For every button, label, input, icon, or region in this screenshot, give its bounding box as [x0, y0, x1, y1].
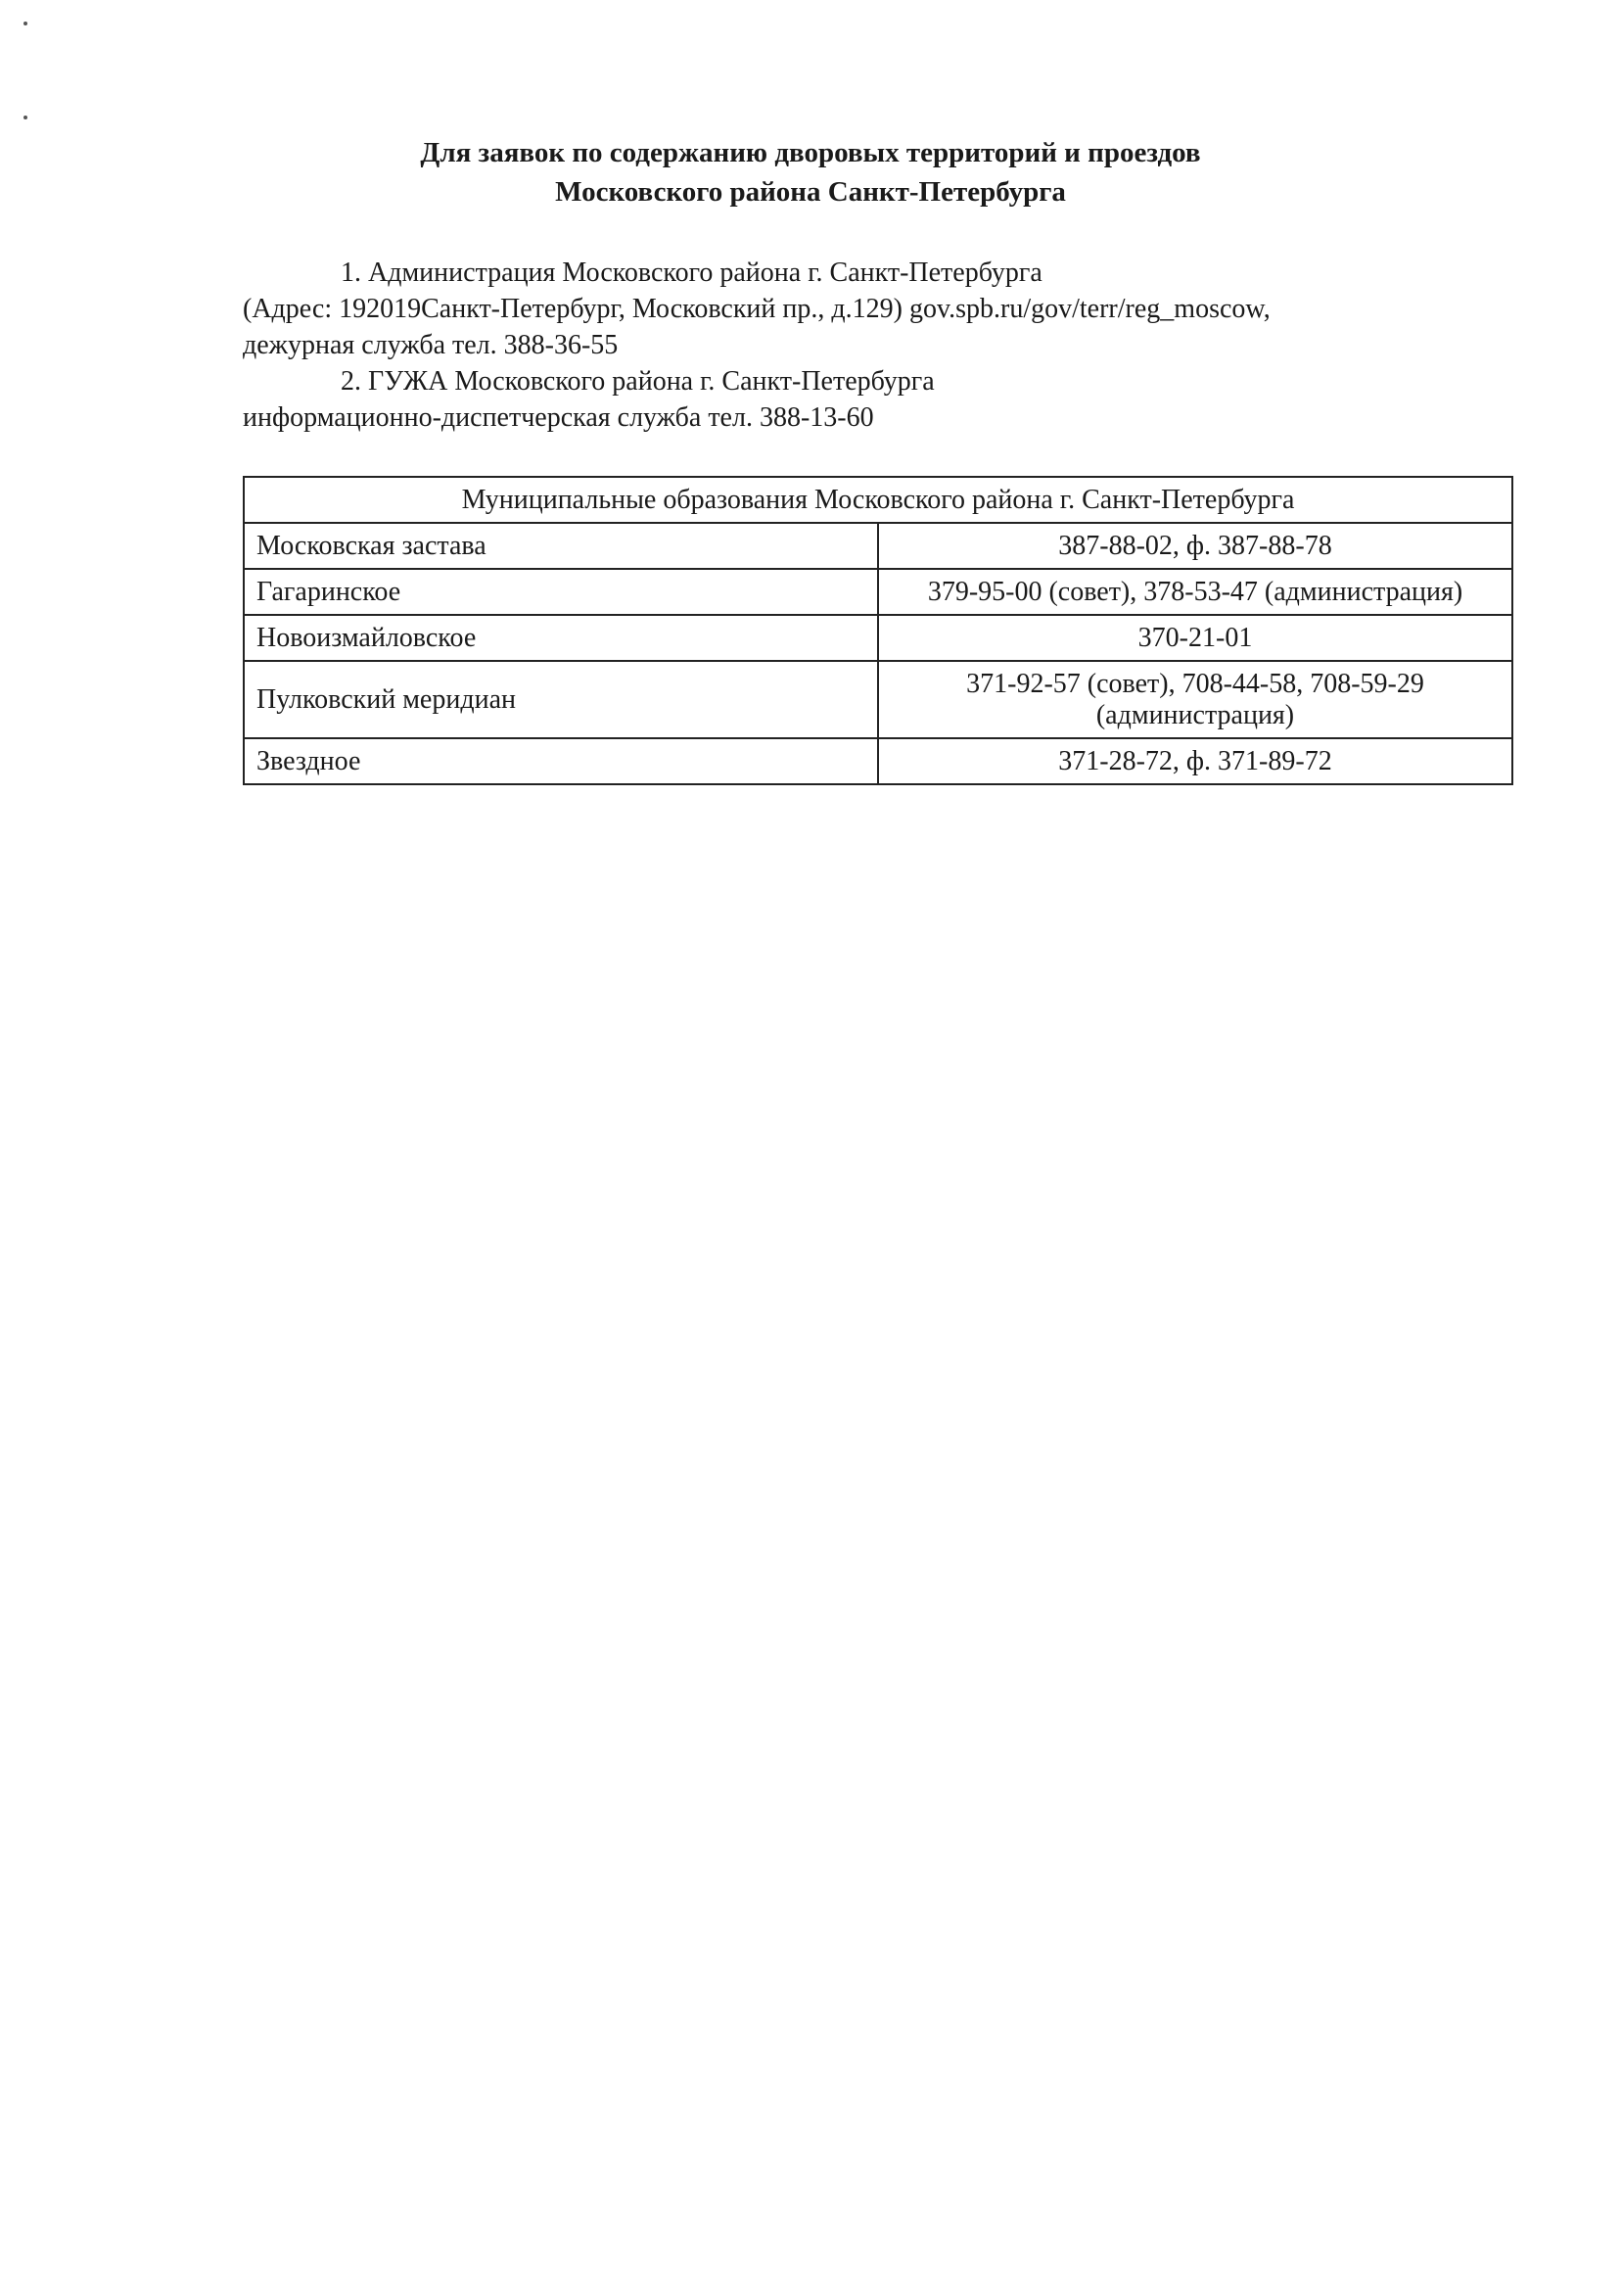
- table-row: [244, 569, 1512, 615]
- item2-phone: информационно-диспетчерская служба тел. 388-13-60: [243, 402, 874, 433]
- row-name: Пулковский меридиан: [244, 661, 878, 738]
- row-phone: 371-28-72, ф. 371-89-72: [878, 738, 1512, 784]
- row-name: Новоизмайловское: [244, 615, 878, 661]
- item1-phone: дежурная служба тел. 388-36-55: [243, 330, 619, 360]
- row-phone: 379-95-00 (совет), 378-53-47 (администрация): [878, 569, 1512, 615]
- title-line-2: Московского района Санкт-Петербурга: [555, 176, 1066, 208]
- row-name: Гагаринское: [244, 569, 878, 615]
- table-row: [244, 523, 1512, 569]
- row-phone: 370-21-01: [878, 615, 1512, 661]
- item1-heading: 1. Администрация Московского района г. Санкт-Петербурга: [341, 258, 1042, 288]
- row-name: Звездное: [244, 738, 878, 784]
- document-title: [0, 133, 1621, 211]
- title-line-1: Для заявок по содержанию дворовых территорий и проездов: [420, 137, 1201, 168]
- scan-mark: [23, 22, 27, 25]
- item2-heading: 2. ГУЖА Московского района г. Санкт-Петербурга: [341, 366, 935, 397]
- row-name: Московская застава: [244, 523, 878, 569]
- table-header: Муниципальные образования Московского района г. Санкт-Петербурга: [244, 477, 1512, 523]
- row-phone: 371-92-57 (совет), 708-44-58, 708-59-29 (администрация): [878, 661, 1512, 738]
- table-row: [244, 615, 1512, 661]
- item1-address: (Адрес: 192019Санкт-Петербург, Московский пр., д.129) gov.spb.ru/gov/terr/reg_moscow,: [243, 294, 1271, 324]
- table-row: [244, 661, 1512, 738]
- table-row: [244, 738, 1512, 784]
- municipal-table-container: [243, 476, 1513, 785]
- scan-mark: [23, 116, 27, 119]
- table-header-row: [244, 477, 1512, 523]
- row-phone: 387-88-02, ф. 387-88-78: [878, 523, 1512, 569]
- contacts-list: [243, 255, 1515, 436]
- municipal-table: [243, 476, 1513, 785]
